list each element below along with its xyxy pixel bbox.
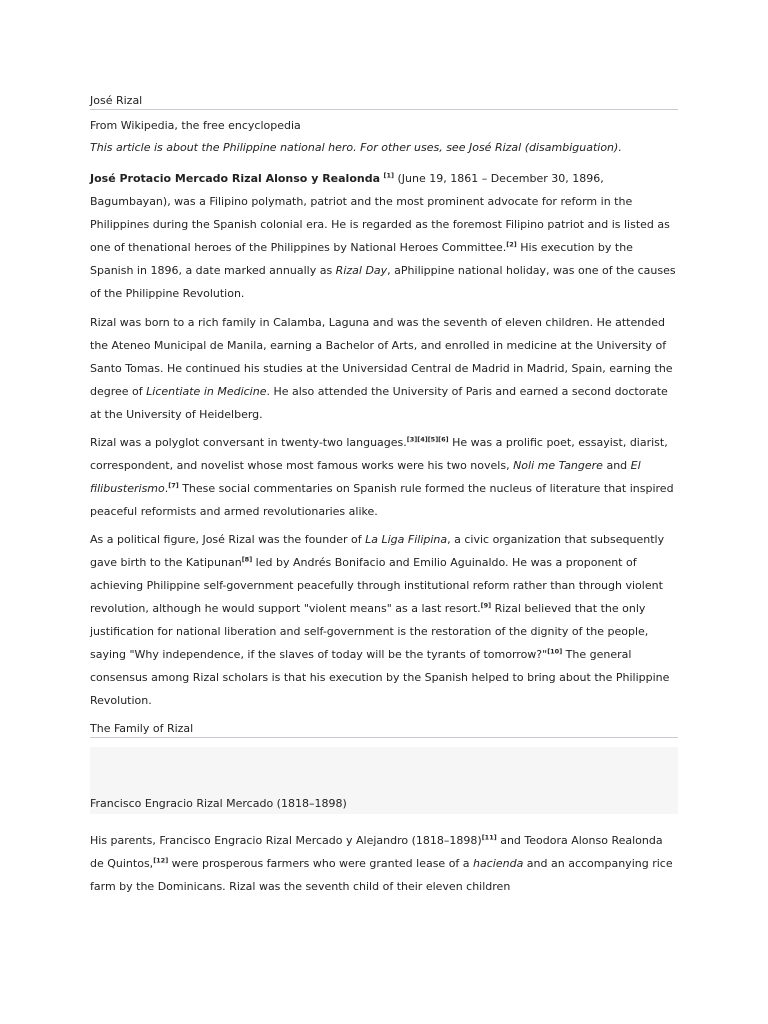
text: His execution by the Spanish in 1896, a date marked annually as	[90, 241, 633, 277]
emphasis: El filibusterismo	[90, 459, 641, 495]
paragraph-family	[90, 829, 678, 898]
emphasis: Rizal Day	[335, 264, 388, 277]
hatnote: This article is about the Philippine national hero. For other uses, see José Rizal (disambiguation).	[90, 141, 622, 154]
text: , a civic organization that subsequently gave birth to the Katipunan	[90, 533, 665, 569]
citation: [8]	[241, 555, 253, 564]
citation: [12]	[153, 856, 169, 865]
source-line: From Wikipedia, the free encyclopedia	[90, 119, 301, 132]
citation: [3][4][5][6]	[406, 435, 449, 444]
text: and Teodora Alonso Realonda de Quintos,	[90, 834, 663, 870]
text: , aPhilippine national holiday, was one of the causes of the Philippine Revolution.	[90, 264, 676, 300]
citation: [11]	[481, 833, 497, 842]
paragraph-education	[90, 311, 678, 426]
citation: [1]	[383, 171, 394, 180]
text: Rizal was a polyglot conversant in twenty-two languages.	[90, 436, 407, 449]
text: . He also attended the University of Paris and earned a second doctorate at the University of Heidelberg.	[90, 385, 668, 421]
text: and	[602, 459, 631, 472]
citation: [10]	[547, 647, 563, 656]
emphasis: hacienda	[473, 857, 524, 870]
section-heading: The Family of Rizal	[90, 722, 678, 738]
text: and an accompanying rice farm by the Dominicans. Rizal was the seventh child of their eleven children	[90, 857, 673, 893]
text: (June 19, 1861 – December 30, 1896, Bagumbayan), was a Filipino polymath, patriot and the most prominent advocate for reform in the Philippines during the Spanish colonial era. He is regarded as the foremost Filipino patriot and is listed as one of thenational heroes of the Philippines by National Heroes Committee.	[90, 172, 670, 254]
text: As a political figure, José Rizal was the founder of	[90, 533, 366, 546]
citation: [2]	[506, 240, 517, 249]
text: Rizal believed that the only justification for national liberation and self-government is the restoration of the dignity of the people, saying "Why independence, if the slaves of today will be the tyrants of tomorrow?"	[90, 602, 649, 661]
text: led by Andrés Bonifacio and Emilio Aguinaldo. He was a proponent of achieving Philippine self-government peacefully through institutional reform rather than through violent revolution, although he would support "violent means" as a last resort.	[90, 556, 663, 615]
text: These social commentaries on Spanish rule formed the nucleus of literature that inspired peaceful reformists and armed revolutionaries alike.	[90, 482, 674, 518]
paragraph-works	[90, 431, 678, 523]
paragraph-political	[90, 528, 678, 712]
paragraph-intro	[90, 167, 678, 305]
emphasis: La Liga Filipina	[365, 533, 448, 546]
emphasis: Noli me Tangere	[513, 459, 603, 472]
text: .	[164, 482, 169, 495]
text: The general consensus among Rizal scholars is that his execution by the Spanish helped to bring about the Philippine Revolution.	[90, 648, 670, 707]
text: His parents, Francisco Engracio Rizal Mercado y Alejandro (1818–1898)	[90, 834, 482, 847]
text: Rizal was born to a rich family in Calamba, Laguna and was the seventh of eleven children. He attended the Ateneo Municipal de Manila, earning a Bachelor of Arts, and enrolled in medicine at the University of Santo Tomas. He continued his studies at the Universidad Central de Madrid in Madrid, Spain, earning the degree of	[90, 316, 673, 398]
text: were prosperous farmers who were granted lease of a	[168, 857, 474, 870]
subject-name: José Protacio Mercado Rizal Alonso y Realonda	[90, 172, 381, 185]
page-title: José Rizal	[90, 94, 678, 110]
text: He was a prolific poet, essayist, diarist, correspondent, and novelist whose most famous works were his two novels,	[90, 436, 668, 472]
citation: [7]	[168, 481, 179, 490]
image-caption: Francisco Engracio Rizal Mercado (1818–1898)	[90, 797, 347, 810]
emphasis: Licentiate in Medicine	[146, 385, 267, 398]
citation: [9]	[480, 601, 492, 610]
